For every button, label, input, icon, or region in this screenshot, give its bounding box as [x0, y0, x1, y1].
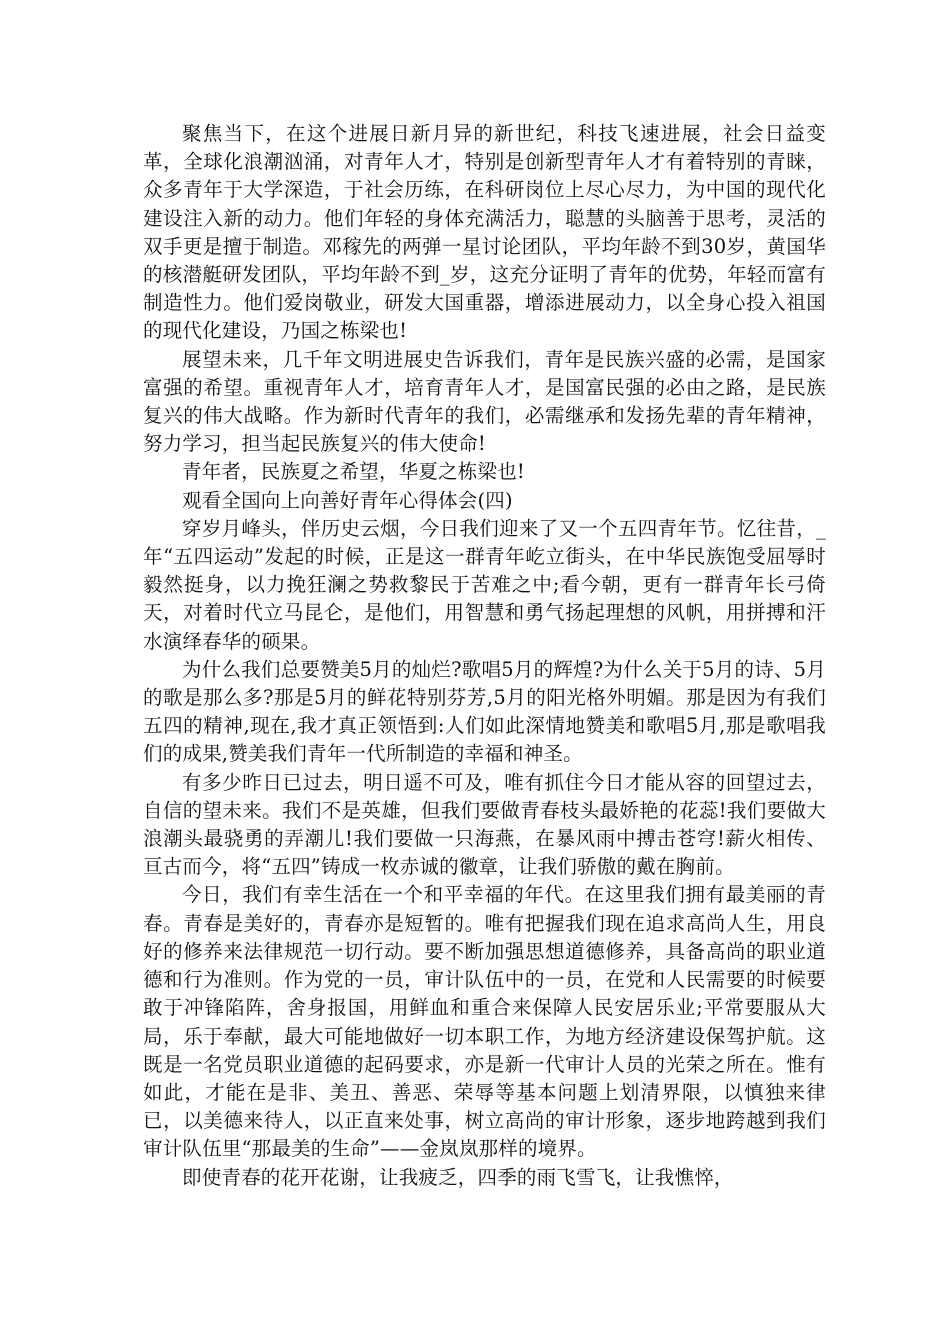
paragraph-6: 有多少昨日已过去，明日遥不可及，唯有抓住今日才能从容的回望过去，自信的望未来。我们不是英雄，但我们要做青春枝头最娇艳的花蕊!我们要做大浪潮头最骁勇的弄潮儿!我们要做一只海燕，在暴风雨中搏击苍穹!薪火相传、亘古而今，将“五四”铸成一枚赤诚的徽章，让我们骄傲的戴在胸前。 [143, 770, 826, 879]
paragraph-8: 即使青春的花开花谢，让我疲乏，四季的雨飞雪飞，让我憔悴， [182, 1165, 734, 1189]
paragraph-7: 今日，我们有幸生活在一个和平幸福的年代。在这里我们拥有最美丽的青春。青春是美好的，青春亦是短暂的。唯有把握我们现在追求高尚人生，用良好的修养来法律规范一切行动。要不断加强思想道德修养，具备高尚的职业道德和行为准则。作为党的一员，审计队伍中的一员，在党和人民需要的时候要敢于冲锋陷阵，舍身报国，用鲜血和重合来保障人民安居乐业;平常要服从大局，乐于奉献，最大可能地做好一切本职工作，为地方经济建设保驾护航。这既是一名党员职业道德的起码要求，亦是新一代审计人员的光荣之所在。惟有如此，才能在是非、美丑、善恶、荣辱等基本问题上划清界限，以慎独来律已，以美德来待人，以正直来处事，树立高尚的审计形象，逐步地跨越到我们审计队伍里“那最美的生命”——金岚岚那样的境界。 [143, 883, 826, 1161]
paragraph-4: 穿岁月峰头，伴历史云烟，今日我们迎来了又一个五四青年节。忆往昔，_年“五四运动”发起的时候，正是这一群青年屹立街头，在中华民族饱受屈辱时毅然挺身，以力挽狂澜之势救黎民于苦难之中;看今朝，更有一群青年长弓倚天，对着时代立马昆仑，是他们，用智慧和勇气扬起理想的风帆，用拼搏和汗水演绎春华的硕果。 [143, 516, 826, 653]
section-heading: 观看全国向上向善好青年心得体会(四) [182, 488, 513, 512]
paragraph-5: 为什么我们总要赞美5月的灿烂?歌唱5月的辉煌?为什么关于5月的诗、5月的歌是那么多?那是5月的鲜花特别芬芳,5月的阳光格外明媚。那是因为有我们五四的精神,现在,我才真正领悟到:人们如此深情地赞美和歌唱5月,那是歌唱我们的成果,赞美我们青年一代所制造的幸福和神圣。 [143, 657, 826, 766]
paragraph-3: 青年者，民族夏之希望，华夏之栋梁也! [182, 460, 525, 484]
paragraph-2: 展望未来，几千年文明进展史告诉我们，青年是民族兴盛的必需，是国家富强的希望。重视青年人才，培育青年人才，是国富民强的必由之路，是民族复兴的伟大战略。作为新时代青年的我们，必需继承和发扬先辈的青年精神，努力学习，担当起民族复兴的伟大使命! [143, 347, 826, 456]
paragraph-1: 聚焦当下，在这个进展日新月异的新世纪，科技飞速进展，社会日益变革，全球化浪潮汹涌，对青年人才，特别是创新型青年人才有着特别的青睐，众多青年于大学深造，于社会历练，在科研岗位上尽心尽力，为中国的现代化建设注入新的动力。他们年轻的身体充满活力，聪慧的头脑善于思考，灵活的双手更是擅于制造。邓稼先的两弹一星讨论团队，平均年龄不到30岁，黄国华的核潜艇研发团队，平均年龄不到_岁，这充分证明了青年的优势，年轻而富有制造性力。他们爱岗敬业，研发大国重器，增添进展动力，以全身心投入祖国的现代化建设，乃国之栋梁也! [143, 122, 826, 343]
document-body [143, 120, 826, 1192]
